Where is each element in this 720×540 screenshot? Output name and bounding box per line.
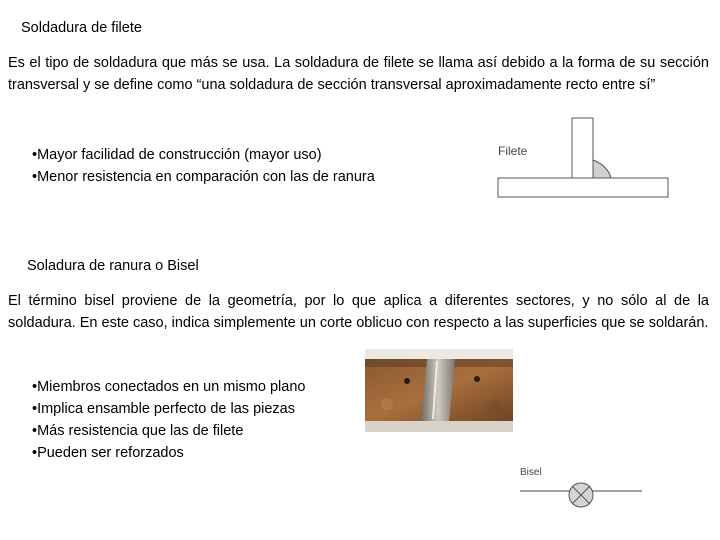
bullet-item: •Miembros conectados en un mismo plano — [32, 379, 306, 395]
bevel-weld-figure — [512, 455, 662, 517]
bevel-weld-diagram — [512, 455, 662, 517]
fillet-weld-diagram — [490, 112, 680, 212]
bullet-list-filete — [32, 144, 375, 188]
figure-label-bisel: Bisel — [520, 467, 542, 478]
section-title-filete: Soldadura de filete — [21, 20, 142, 36]
bullet-item: •Mayor facilidad de construcción (mayor uso) — [32, 147, 322, 163]
bevel-weld-photo — [365, 349, 513, 432]
bullet-item: •Más resistencia que las de filete — [32, 423, 244, 439]
bullet-item: •Pueden ser reforzados — [32, 445, 184, 461]
paragraph-bisel: El término bisel proviene de la geometría, por lo que aplica a diferentes sectores, y no sólo al de la soldadura. En este caso, indica simplemente un corte oblicuo con respecto a las superficies que se soldarán. — [8, 293, 709, 331]
section-title-bisel: Soladura de ranura o Bisel — [27, 258, 199, 274]
bullet-list-bisel — [32, 376, 305, 464]
figure-label-filete: Filete — [498, 144, 528, 158]
bullet-item: •Implica ensamble perfecto de las piezas — [32, 401, 295, 417]
paragraph-filete: Es el tipo de soldadura que más se usa. La soldadura de filete se llama así debido a la forma de su sección transversal y se define como “una soldadura de sección transversal aproximadamente recto entre sí” — [8, 55, 709, 93]
bullet-item: •Menor resistencia en comparación con las de ranura — [32, 169, 375, 185]
welded-plates-image — [365, 349, 513, 432]
fillet-weld-bead — [593, 160, 611, 178]
fillet-weld-figure — [490, 112, 680, 212]
